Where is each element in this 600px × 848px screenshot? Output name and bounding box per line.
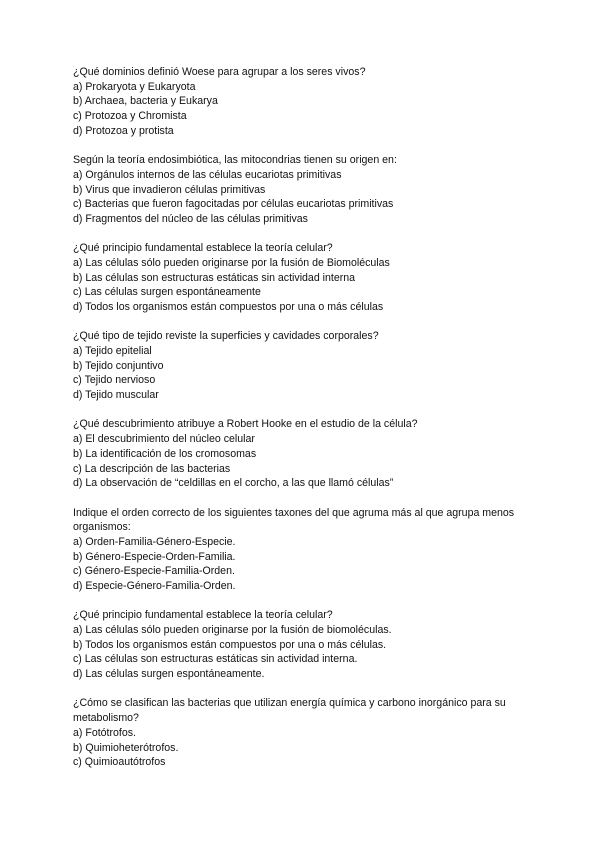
option-a: a) Las células sólo pueden originarse por la fusión de biomoléculas. <box>73 624 392 637</box>
question-stem: ¿Qué principio fundamental establece la teoría celular? <box>73 242 333 255</box>
option-a: a) Tejido epitelial <box>73 345 152 358</box>
question-5 <box>73 417 543 491</box>
question-3 <box>73 241 543 315</box>
option-b: b) Tejido conjuntivo <box>73 359 164 372</box>
question-stem: Indique el orden correcto de los siguientes taxones del que agruma más al que agrupa menos organismos: <box>73 506 515 534</box>
option-c: c) Protozoa y Chromista <box>73 110 187 123</box>
option-c: c) La descripción de las bacterias <box>73 462 231 475</box>
option-b: b) Las células son estructuras estáticas sin actividad interna <box>73 271 356 284</box>
option-b: b) Todos los organismos están compuestos por una o más células. <box>73 638 387 651</box>
option-d: d) La observación de “celdillas en el corcho, a las que llamó células” <box>73 477 394 490</box>
question-6 <box>73 506 543 594</box>
document-page <box>73 65 543 785</box>
question-stem: ¿Qué principio fundamental establece la teoría celular? <box>73 609 333 622</box>
question-4 <box>73 329 543 403</box>
question-1 <box>73 65 543 139</box>
option-b: b) La identificación de los cromosomas <box>73 447 257 460</box>
option-c: c) Las células surgen espontáneamente <box>73 286 261 299</box>
option-c: c) Las células son estructuras estáticas sin actividad interna. <box>73 653 358 666</box>
option-a: a) Fotótrofos. <box>73 726 136 739</box>
question-8 <box>73 696 543 770</box>
option-b: b) Archaea, bacteria y Eukarya <box>73 95 218 108</box>
option-d: d) Protozoa y protista <box>73 124 174 137</box>
option-c: c) Género-Especie-Familia-Orden. <box>73 565 235 578</box>
question-stem: ¿Qué descubrimiento atribuye a Robert Hooke en el estudio de la célula? <box>73 418 418 431</box>
option-a: a) El descubrimiento del núcleo celular <box>73 433 255 446</box>
option-a: a) Prokaryota y Eukaryota <box>73 80 196 93</box>
option-d: d) Fragmentos del núcleo de las células primitivas <box>73 212 308 225</box>
question-stem: ¿Qué dominios definió Woese para agrupar a los seres vivos? <box>73 66 366 78</box>
option-d: d) Especie-Género-Familia-Orden. <box>73 580 236 593</box>
question-2 <box>73 153 543 227</box>
option-d: d) Tejido muscular <box>73 389 159 402</box>
option-c: c) Bacterias que fueron fagocitadas por células eucariotas primitivas <box>73 198 394 211</box>
option-b: b) Virus que invadieron células primitivas <box>73 183 266 196</box>
question-stem: ¿Cómo se clasifican las bacterias que utilizan energía química y carbono inorgánico para su metabolismo? <box>73 697 506 725</box>
question-stem: ¿Qué tipo de tejido reviste la superficies y cavidades corporales? <box>73 330 379 343</box>
option-c: c) Quimioautótrofos <box>73 756 166 769</box>
option-a: a) Las células sólo pueden originarse por la fusión de Biomoléculas <box>73 256 390 269</box>
option-c: c) Tejido nervioso <box>73 374 156 387</box>
option-a: a) Orgánulos internos de las células eucariotas primitivas <box>73 168 342 181</box>
option-d: d) Las células surgen espontáneamente. <box>73 668 265 681</box>
question-stem: Según la teoría endosimbiótica, las mitocondrias tienen su origen en: <box>73 154 397 167</box>
option-b: b) Género-Especie-Orden-Familia. <box>73 550 236 563</box>
option-b: b) Quimioheterótrofos. <box>73 741 179 754</box>
option-d: d) Todos los organismos están compuestos por una o más células <box>73 301 384 314</box>
question-7 <box>73 608 543 682</box>
option-a: a) Orden-Familia-Género-Especie. <box>73 535 236 548</box>
